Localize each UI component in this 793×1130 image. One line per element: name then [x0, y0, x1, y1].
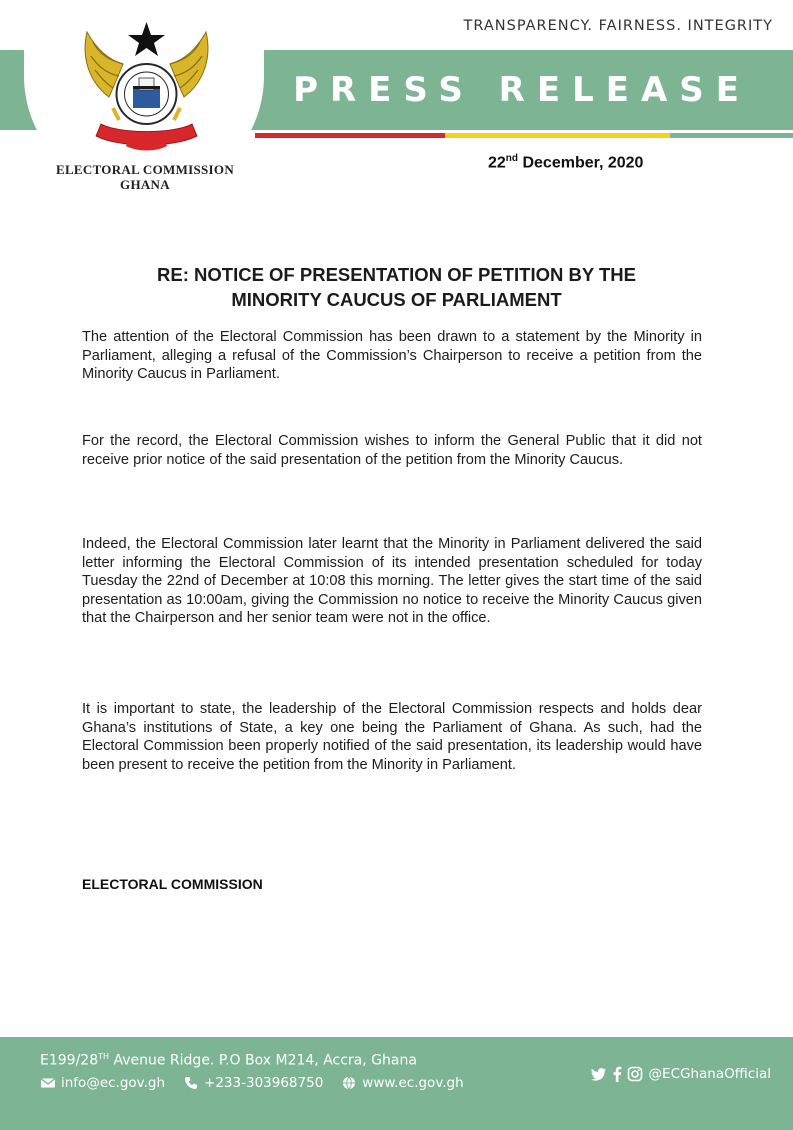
- release-date: [488, 153, 643, 172]
- footer: [0, 1037, 793, 1130]
- email-text: info@ec.gov.gh: [61, 1075, 166, 1091]
- phone-icon: [183, 1075, 199, 1091]
- org-name-line2: GHANA: [120, 177, 170, 192]
- footer-phone[interactable]: [183, 1075, 323, 1091]
- footer-social: [591, 1066, 771, 1082]
- facebook-icon[interactable]: [609, 1066, 625, 1082]
- instagram-icon[interactable]: [627, 1066, 643, 1082]
- website-text: www.ec.gov.gh: [362, 1075, 464, 1091]
- body-paragraph-4: It is important to state, the leadership of the Electoral Commission respects and holds dear Ghana’s institutions of State, a key one being the Parliament of Ghana. As such, had the Electoral Commission been properly notified of the said presentation, its leadership would have been present to receive the petition from the Minority in Parliament.: [82, 701, 702, 773]
- header-tagline: TRANSPARENCY. FAIRNESS. INTEGRITY: [463, 18, 773, 34]
- social-icons: [591, 1066, 643, 1082]
- release-headline: [60, 262, 733, 312]
- flag-stripe-green: [670, 133, 793, 138]
- body-paragraph-3: Indeed, the Electoral Commission later learnt that the Minority in Parliament delivered the said letter informing the Electoral Commission of its intended presentation scheduled for today Tuesday the 22nd of December at 10:08 this morning. The letter gives the start time of the said presentation as 10:00am, giving the Commission no notice to receive the Minority Caucus given that the Chairperson and her senior team were not in the office.: [82, 536, 702, 626]
- press-release-title: PRESS RELEASE: [293, 70, 751, 110]
- date-suffix: nd: [505, 153, 519, 164]
- org-name-line1: ELECTORAL COMMISSION: [55, 162, 235, 177]
- mail-icon: [40, 1075, 56, 1091]
- footer-contacts: [40, 1075, 464, 1091]
- headline-line2: MINORITY CAUCUS OF PARLIAMENT: [231, 289, 562, 310]
- globe-icon: [341, 1075, 357, 1091]
- social-handle[interactable]: @ECGhanaOfficial: [648, 1066, 771, 1082]
- body-paragraph-1: The attention of the Electoral Commission has been drawn to a statement by the Minority in Parliament, alleging a refusal of the Commission’s Chairperson to receive a petition from the Minority Caucus in Parliament.: [82, 329, 702, 382]
- footer-website[interactable]: [341, 1075, 463, 1091]
- date-day: 22: [488, 154, 506, 172]
- body-paragraph-2: For the record, the Electoral Commission wishes to inform the General Public that it did not receive prior notice of the said presentation of the petition from the Minority Caucus.: [82, 433, 702, 468]
- footer-address: E199/28TH Avenue Ridge. P.O Box M214, Accra, Ghana: [40, 1052, 417, 1069]
- flag-stripe-yellow: [445, 133, 670, 138]
- flag-stripe-red: [255, 133, 445, 138]
- signoff: ELECTORAL COMMISSION: [82, 876, 263, 892]
- coat-of-arms-icon: [79, 12, 214, 157]
- phone-text: +233-303968750: [204, 1075, 324, 1091]
- twitter-icon[interactable]: [591, 1066, 607, 1082]
- date-rest: December, 2020: [518, 154, 644, 172]
- footer-email[interactable]: [40, 1075, 165, 1091]
- headline-line1: RE: NOTICE OF PRESENTATION OF PETITION BY THE: [157, 264, 636, 285]
